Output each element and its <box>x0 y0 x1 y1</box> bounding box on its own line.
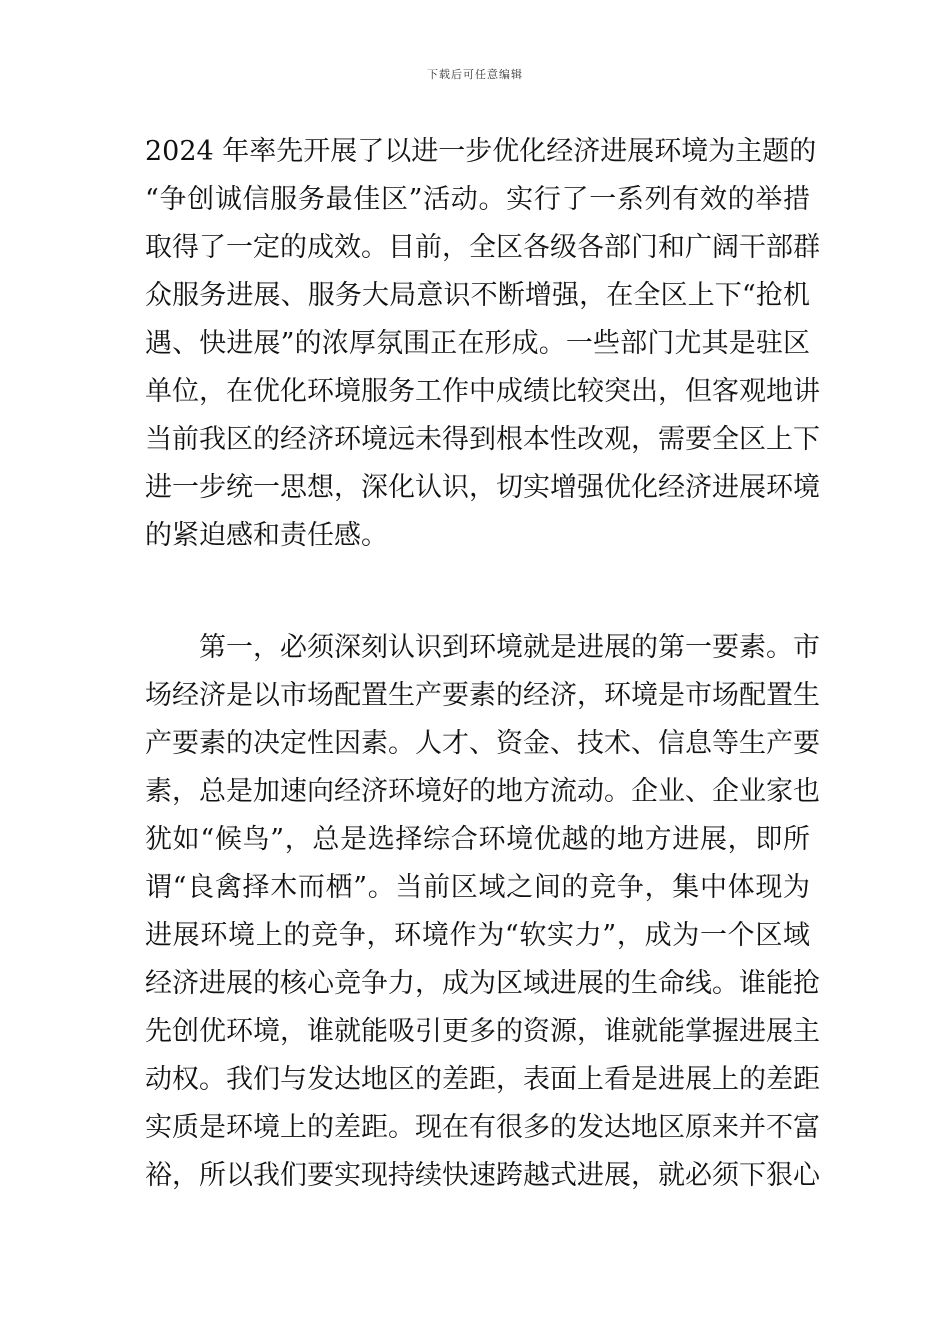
text-line: 众服务进展、服务大局意识不断增强，在全区上下“抢机 <box>145 280 810 311</box>
text-line: 谓“良禽择木而栖”。当前区域之间的竞争，集中体现为 <box>145 872 810 903</box>
text-line: 的紧迫感和责任感。 <box>145 520 388 551</box>
text-line: 2024 年率先开展了以进一步优化经济进展环境为主题的 <box>145 136 817 167</box>
text-line: 场经济是以市场配置生产要素的经济，环境是市场配置生 <box>145 680 820 711</box>
text-line: 进展环境上的竞争，环境作为“软实力”，成为一个区域 <box>145 920 810 951</box>
text-line: 当前我区的经济环境远未得到根本性改观，需要全区上下 <box>145 424 820 455</box>
paragraph-intro <box>145 128 820 560</box>
text-line: “争创诚信服务最佳区”活动。实行了一系列有效的举措 <box>145 184 810 215</box>
text-line: 动权。我们与发达地区的差距，表面上看是进展上的差距 <box>145 1064 820 1095</box>
text-line: 产要素的决定性因素。人才、资金、技术、信息等生产要 <box>145 728 820 759</box>
text-line: 第一，必须深刻认识到环境就是进展的第一要素。市 <box>145 632 820 663</box>
text-line: 犹如“候鸟”，总是选择综合环境优越的地方进展，即所 <box>145 824 810 855</box>
text-line: 单位，在优化环境服务工作中成绩比较突出，但客观地讲 <box>145 376 820 407</box>
paragraph-first-point <box>145 624 820 1200</box>
text-line: 素，总是加速向经济环境好的地方流动。企业、企业家也 <box>145 776 820 807</box>
text-line: 取得了一定的成效。目前，全区各级各部门和广阔干部群 <box>145 232 820 263</box>
text-line: 遇、快进展”的浓厚氛围正在形成。一些部门尤其是驻区 <box>145 328 810 359</box>
text-line: 进一步统一思想，深化认识，切实增强优化经济进展环境 <box>145 472 820 503</box>
text-line: 实质是环境上的差距。现在有很多的发达地区原来并不富 <box>145 1112 820 1143</box>
text-line: 裕，所以我们要实现持续快速跨越式进展，就必须下狠心 <box>145 1160 820 1191</box>
text-line: 先创优环境，谁就能吸引更多的资源，谁就能掌握进展主 <box>145 1016 820 1047</box>
page-header-note: 下载后可任意编辑 <box>427 68 523 81</box>
text-line: 经济进展的核心竞争力，成为区域进展的生命线。谁能抢 <box>145 968 820 999</box>
